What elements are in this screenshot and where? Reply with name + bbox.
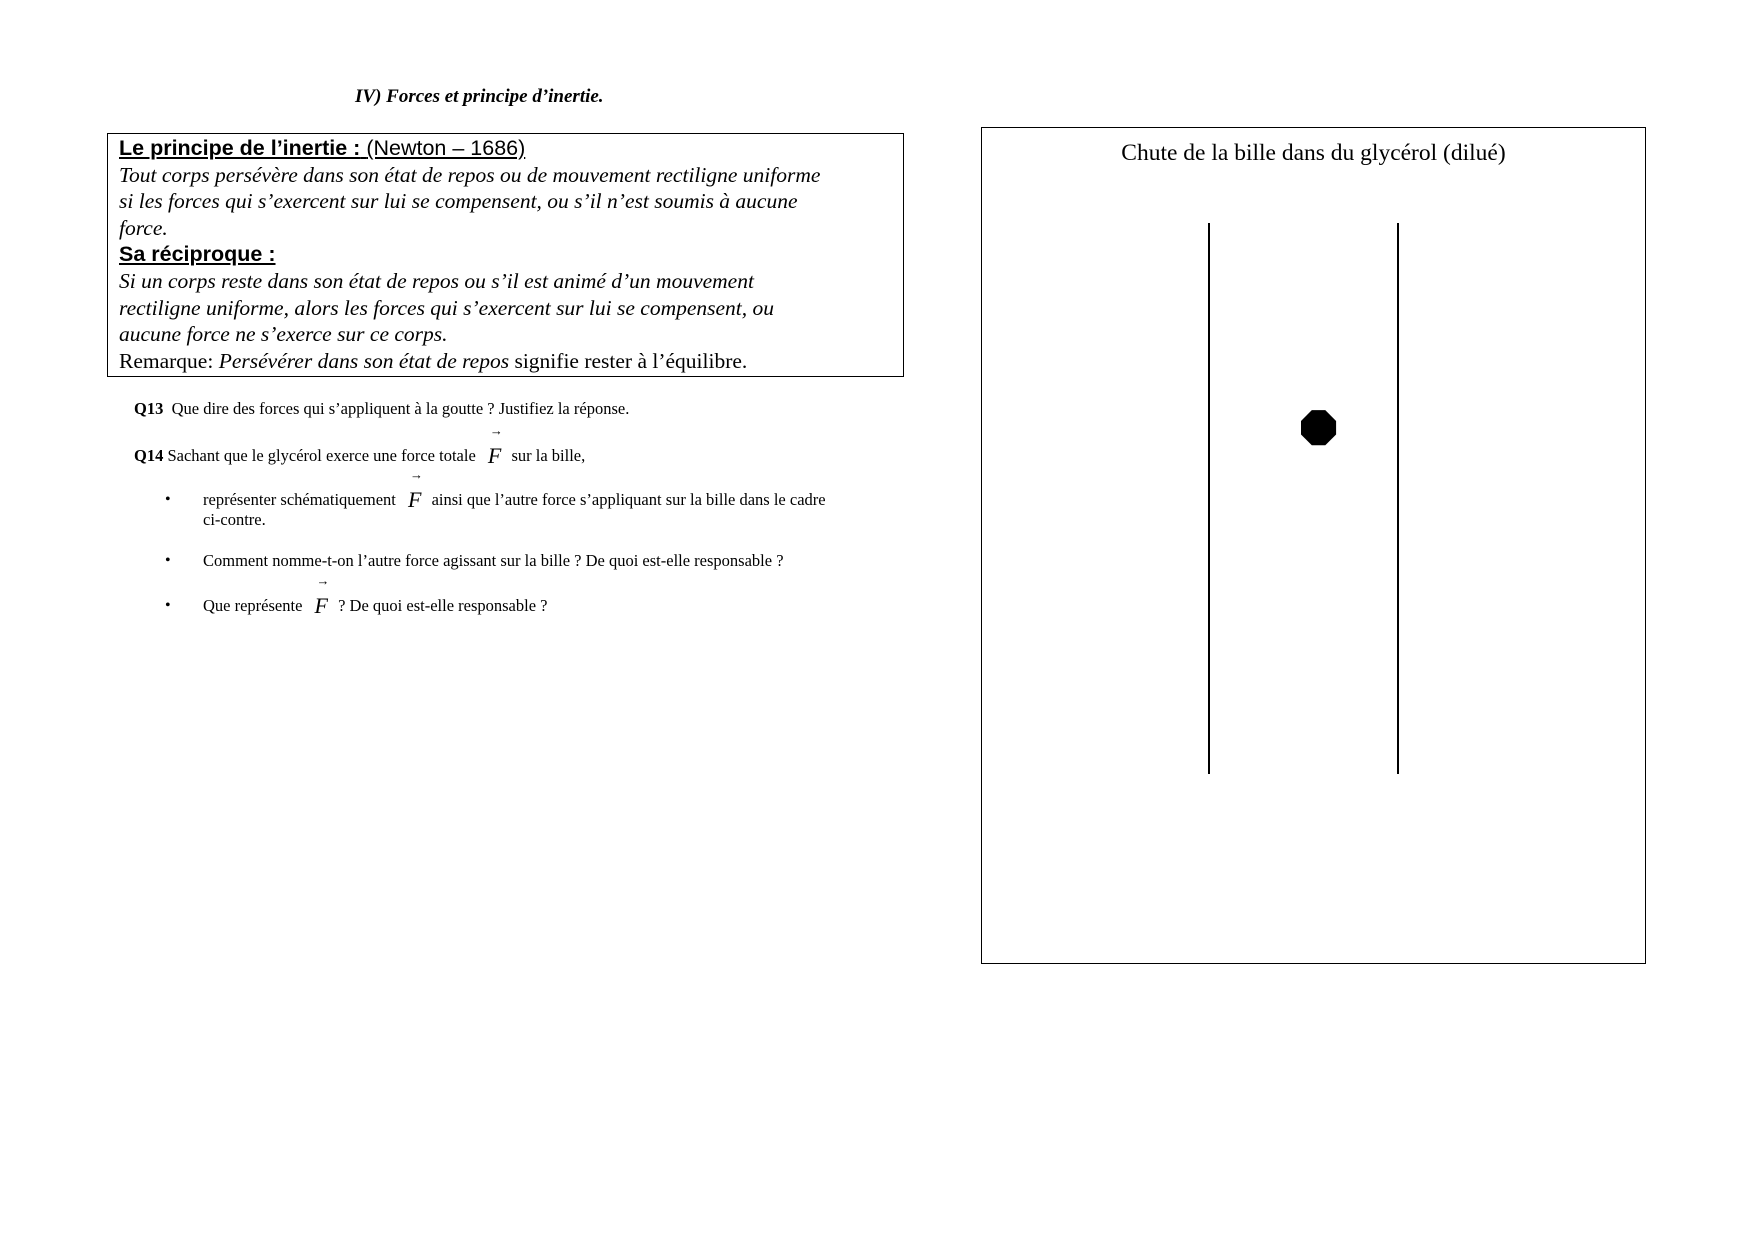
question-q14 <box>134 423 586 469</box>
q14-text-after: sur la bille, <box>511 446 586 465</box>
reciprocal-line: rectiligne uniforme, alors les forces qui s’exercent sur lui se compensent, ou <box>119 295 775 320</box>
principle-line: Tout corps persévère dans son état de repos ou de mouvement rectiligne uniforme <box>119 162 821 187</box>
ball <box>1301 410 1336 445</box>
vector-letter: F <box>408 487 422 512</box>
remark-line <box>119 348 893 375</box>
remark-rest: signifie rester à l’équilibre. <box>514 348 748 373</box>
q14-label: Q14 <box>134 446 164 465</box>
bullet-marker: • <box>165 597 171 614</box>
q13-label: Q13 <box>134 399 164 418</box>
falling-ball-diagram-frame <box>981 127 1646 964</box>
inertia-principle-box <box>107 133 904 377</box>
vector-letter: F <box>487 443 502 468</box>
principle-line: force. <box>119 215 168 240</box>
bullet-item-2: Comment nomme-t-on l’autre force agissant sur la bille ? De quoi est-elle responsable ? <box>203 551 784 570</box>
vector-arrow: → <box>316 573 330 588</box>
reciprocal-heading-text: Sa réciproque : <box>119 242 276 267</box>
q14-text-before: Sachant que le glycérol exerce une force totale <box>167 446 476 465</box>
reciprocal-line: aucune force ne s’exerce sur ce corps. <box>119 322 448 347</box>
force-vector-symbol <box>314 573 330 619</box>
diagram-title: Chute de la bille dans du glycérol (dilué) <box>1121 140 1506 166</box>
q13-text: Que dire des forces qui s’appliquent à la goutte ? Justifiez la réponse. <box>171 399 630 418</box>
diagram-drawing <box>982 128 1647 965</box>
bullet3-after: ? De quoi est-elle responsable ? <box>338 596 548 615</box>
section-title: IV) Forces et principe d’inertie. <box>355 86 604 107</box>
force-vector-symbol <box>487 423 503 469</box>
bullet3-before: Que représente <box>203 596 303 615</box>
bullet1-after: ainsi que l’autre force s’appliquant sur la bille dans le cadre <box>431 490 826 509</box>
vector-arrow: → <box>410 467 423 482</box>
bullet-item-3 <box>203 573 548 619</box>
remark-label: Remarque: <box>119 348 214 373</box>
vector-letter: F <box>314 593 328 618</box>
vector-arrow: → <box>489 423 503 438</box>
bullet-item-1-continued: ci-contre. <box>203 510 266 529</box>
principle-heading <box>119 135 893 162</box>
force-vector-symbol <box>408 467 423 513</box>
reciprocal-line: Si un corps reste dans son état de repos ou s’il est animé d’un mouvement <box>119 268 754 293</box>
bullet1-before: représenter schématiquement <box>203 490 396 509</box>
remark-italic: Persévérer dans son état de repos <box>218 348 510 373</box>
bullet-item-1 <box>203 467 826 513</box>
bullet-marker: • <box>165 552 171 569</box>
principle-line: si les forces qui s’exercent sur lui se compensent, ou s’il n’est soumis à aucune <box>119 189 798 214</box>
reciprocal-heading <box>119 241 893 268</box>
bullet-marker: • <box>165 491 171 508</box>
principle-heading-bold: Le principe de l’inertie : <box>119 136 361 160</box>
principle-heading-date: (Newton – 1686) <box>366 136 526 160</box>
question-q13 <box>134 399 629 419</box>
